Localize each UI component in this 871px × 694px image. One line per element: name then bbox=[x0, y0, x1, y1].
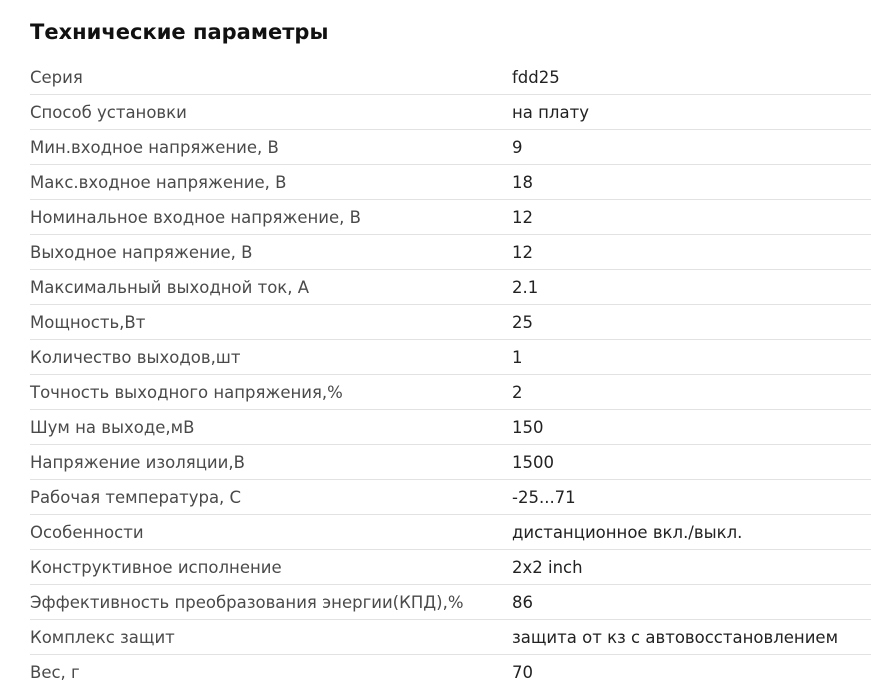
spec-label: Комплекс защит bbox=[30, 627, 175, 647]
spec-value: 150 bbox=[512, 417, 544, 437]
spec-row-output-voltage bbox=[30, 235, 871, 270]
spec-row-power bbox=[30, 305, 871, 340]
spec-label: Мощность,Вт bbox=[30, 312, 146, 332]
spec-label: Эффективность преобразования энергии(КПД),% bbox=[30, 592, 464, 612]
spec-value: защита от кз с автовосстановлением bbox=[512, 627, 839, 647]
spec-row-weight bbox=[30, 655, 871, 690]
page-title: Технические параметры bbox=[30, 20, 329, 44]
spec-row-form-factor bbox=[30, 550, 871, 585]
spec-value: 1 bbox=[512, 347, 523, 367]
spec-row-efficiency bbox=[30, 585, 871, 620]
spec-row-max-input-voltage bbox=[30, 165, 871, 200]
spec-label: Шум на выходе,мВ bbox=[30, 417, 195, 437]
spec-row-isolation-voltage bbox=[30, 445, 871, 480]
spec-label: Точность выходного напряжения,% bbox=[30, 382, 343, 402]
spec-label: Конструктивное исполнение bbox=[30, 557, 282, 577]
spec-label: Макс.входное напряжение, В bbox=[30, 172, 287, 192]
spec-value: 2.1 bbox=[512, 277, 539, 297]
spec-row-operating-temperature bbox=[30, 480, 871, 515]
spec-value: fdd25 bbox=[512, 67, 560, 87]
spec-label: Серия bbox=[30, 67, 83, 87]
spec-value: 25 bbox=[512, 312, 533, 332]
spec-row-output-noise bbox=[30, 410, 871, 445]
spec-label: Мин.входное напряжение, В bbox=[30, 137, 279, 157]
spec-value: дистанционное вкл./выкл. bbox=[512, 522, 743, 542]
spec-label: Номинальное входное напряжение, В bbox=[30, 207, 361, 227]
spec-label: Количество выходов,шт bbox=[30, 347, 241, 367]
spec-value: 1500 bbox=[512, 452, 554, 472]
spec-value: 70 bbox=[512, 663, 533, 682]
spec-row-output-accuracy bbox=[30, 375, 871, 410]
spec-label: Напряжение изоляции,В bbox=[30, 452, 245, 472]
spec-row-min-input-voltage bbox=[30, 130, 871, 165]
spec-value: 2 bbox=[512, 382, 523, 402]
spec-value: 2x2 inch bbox=[512, 557, 583, 577]
spec-table bbox=[30, 60, 871, 690]
spec-row-output-count bbox=[30, 340, 871, 375]
spec-value: 86 bbox=[512, 592, 533, 612]
spec-row-features bbox=[30, 515, 871, 550]
spec-label: Вес, г bbox=[30, 663, 80, 682]
spec-row-series bbox=[30, 60, 871, 95]
spec-label: Способ установки bbox=[30, 102, 187, 122]
spec-value: 12 bbox=[512, 207, 533, 227]
spec-value: 18 bbox=[512, 172, 533, 192]
spec-row-nominal-input-voltage bbox=[30, 200, 871, 235]
spec-row-protection bbox=[30, 620, 871, 655]
spec-value: -25...71 bbox=[512, 487, 576, 507]
spec-row-mounting bbox=[30, 95, 871, 130]
spec-label: Максимальный выходной ток, А bbox=[30, 277, 310, 297]
spec-value: 9 bbox=[512, 137, 523, 157]
spec-label: Особенности bbox=[30, 522, 144, 542]
spec-value: на плату bbox=[512, 102, 589, 122]
spec-label: Рабочая температура, С bbox=[30, 487, 242, 507]
spec-label: Выходное напряжение, В bbox=[30, 242, 253, 262]
spec-value: 12 bbox=[512, 242, 533, 262]
spec-row-max-output-current bbox=[30, 270, 871, 305]
